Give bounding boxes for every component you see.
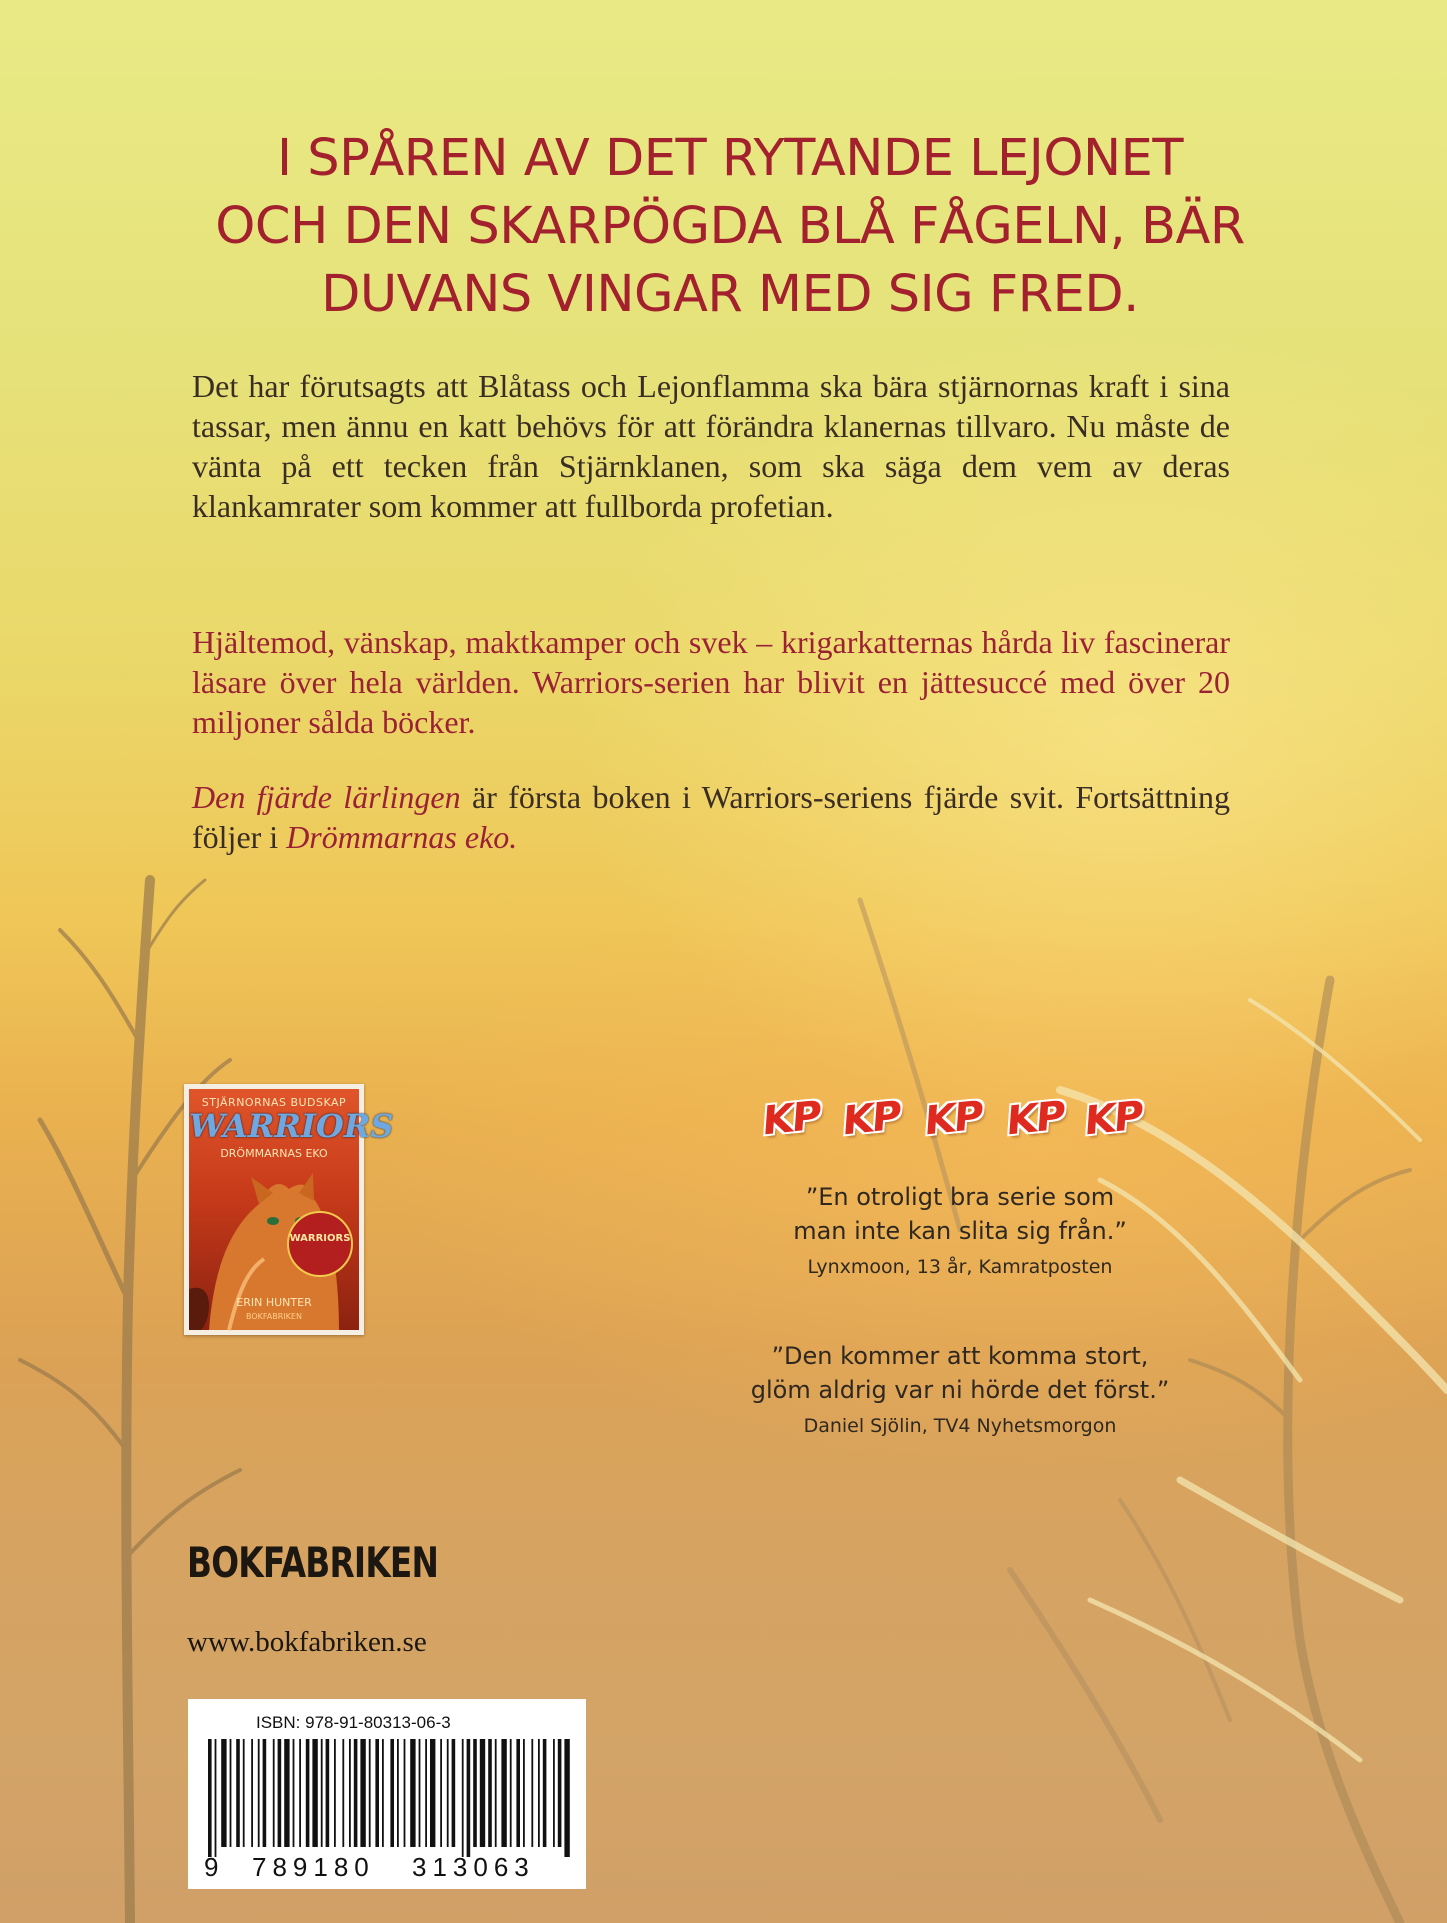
sequel-author: ERIN HUNTER <box>236 1296 312 1309</box>
barcode-bar <box>447 1739 449 1847</box>
kp-rating <box>760 1090 1163 1162</box>
barcode-bar <box>326 1739 330 1847</box>
barcode-bar <box>258 1739 260 1847</box>
series-info-text: är första boken i Warriors-seriens fjärde svit. Fortsättning följer i <box>192 779 1231 855</box>
kp-logo-icon: KP <box>840 1092 902 1145</box>
barcode-bar <box>215 1739 217 1857</box>
barcode-bar <box>553 1739 555 1847</box>
next-book-title-italic: Drömmarnas eko. <box>286 819 518 855</box>
barcode-digits-left: 789180 <box>252 1852 375 1882</box>
barcode-bar <box>397 1739 399 1847</box>
quote-1-source: Lynxmoon, 13 år, Kamratposten <box>807 1256 1113 1278</box>
kp-logo-icon: KP <box>1004 1092 1066 1145</box>
barcode-bar <box>354 1739 358 1847</box>
review-quote-2 <box>700 1339 1220 1441</box>
barcode-bar <box>382 1739 384 1847</box>
headline-line-3: DUVANS VINGAR MED SIG FRED. <box>321 265 1139 324</box>
kp-logo-icon: KP <box>922 1092 984 1145</box>
sequel-series-label: STJÄRNORNAS BUDSKAP <box>201 1096 347 1109</box>
publisher-logo: BOKFABRIKEN <box>187 1538 439 1587</box>
barcode-digits-right: 313063 <box>412 1852 535 1882</box>
kp-logo-icon: KP <box>760 1092 822 1145</box>
quote-2-source: Daniel Sjölin, TV4 Nyhetsmorgon <box>803 1415 1117 1437</box>
publisher-website: www.bokfabriken.se <box>187 1626 427 1658</box>
barcode-bar <box>278 1739 282 1847</box>
barcode-bar <box>564 1739 569 1857</box>
barcode-bar <box>516 1739 520 1847</box>
barcode-bar <box>221 1739 226 1847</box>
barcode-bar <box>236 1739 240 1847</box>
quote-1-line-2: man inte kan slita sig från.” <box>793 1217 1127 1245</box>
barcode-bar <box>321 1739 323 1847</box>
barcode-bar <box>543 1739 547 1847</box>
barcode-bar <box>360 1739 365 1847</box>
barcode-panel <box>188 1699 586 1889</box>
barcode-bar <box>495 1739 497 1847</box>
barcode-digit-first: 9 <box>204 1852 219 1882</box>
barcode-bar <box>334 1739 336 1847</box>
barcode-bar <box>349 1739 351 1847</box>
barcode-bar <box>462 1739 464 1857</box>
isbn-label: ISBN: 978-91-80313-06-3 <box>256 1713 451 1732</box>
barcode-bar <box>284 1739 289 1847</box>
barcode-bar <box>208 1739 212 1857</box>
warriors-logo: WARRIORS <box>189 1107 394 1145</box>
barcode-bar <box>467 1739 471 1857</box>
barcode-bar <box>375 1739 379 1847</box>
barcode-bar <box>273 1739 275 1847</box>
sequel-publisher: BOKFABRIKEN <box>246 1312 302 1321</box>
blurb-paragraph-2: Hjältemod, vänskap, maktkamper och svek – krigarkatternas hårda liv fascinerar läsare över hela världen. Warriors-serien har blivit en jättesuccé med över 20 miljoner sålda böcker. <box>192 624 1230 740</box>
barcode-bar <box>538 1739 540 1847</box>
barcode-bar <box>230 1739 232 1847</box>
blurb-paragraph-1: Det har förutsagts att Blåtass och Lejonflamma ska bära stjärnornas kraft i sina tassar, men ännu en katt behövs för att förändra klanernas tillvaro. Nu måste de vänta på ett tecken från Stjärnklanen, som ska säga dem vem av deras klankamrater som kommer att fullborda profetian. <box>192 368 1230 524</box>
headline-line-2: OCH DEN SKARPÖGDA BLÅ FÅGELN, BÄR <box>215 197 1245 256</box>
barcode-bar <box>430 1739 435 1847</box>
barcode-bar <box>404 1739 406 1847</box>
warriors-badge <box>287 1211 353 1277</box>
barcode-bar <box>299 1739 301 1847</box>
barcode-bar <box>251 1739 253 1847</box>
barcode-bar <box>263 1739 267 1847</box>
headline-line-1: I SPÅREN AV DET RYTANDE LEJONET <box>277 129 1183 188</box>
book-title-italic: Den fjärde lärlingen <box>192 779 461 815</box>
barcode-bar <box>510 1739 512 1847</box>
barcode-bar <box>523 1739 525 1847</box>
sequel-book-cover <box>184 1084 394 1335</box>
badge-text: WARRIORS <box>289 1233 351 1244</box>
sequel-title: DRÖMMARNAS EKO <box>220 1147 328 1160</box>
barcode-bar <box>440 1739 442 1847</box>
barcode-bar <box>452 1739 456 1847</box>
barcode-bar <box>342 1739 344 1847</box>
barcode-bar <box>243 1739 245 1847</box>
barcode-bar <box>425 1739 427 1847</box>
quote-2-line-2: glöm aldrig var ni hörde det först.” <box>750 1376 1170 1404</box>
kp-logo-icon: KP <box>1082 1092 1144 1145</box>
barcode-bar <box>410 1739 415 1847</box>
barcode-bar <box>419 1739 421 1847</box>
barcode-bar <box>480 1739 485 1847</box>
barcode-bar <box>293 1739 295 1847</box>
blurb-paragraph-3 <box>192 777 1230 857</box>
barcode-bar <box>558 1739 562 1847</box>
review-quote-1 <box>700 1180 1220 1282</box>
barcode-bar <box>488 1739 492 1847</box>
barcode-bar <box>473 1739 477 1847</box>
barcode-bars <box>202 1739 572 1859</box>
headline <box>150 125 1310 329</box>
barcode-bar <box>531 1739 533 1847</box>
barcode-bar <box>369 1739 371 1847</box>
sequel-cover-art <box>189 1089 394 1330</box>
barcode-bar <box>501 1739 506 1847</box>
barcode-bar <box>390 1739 394 1847</box>
quote-2-line-1: ”Den kommer att komma stort, <box>771 1342 1149 1370</box>
barcode-bar <box>312 1739 317 1847</box>
quote-1-line-1: ”En otroligt bra serie som <box>805 1183 1115 1211</box>
barcode-bar <box>306 1739 310 1847</box>
